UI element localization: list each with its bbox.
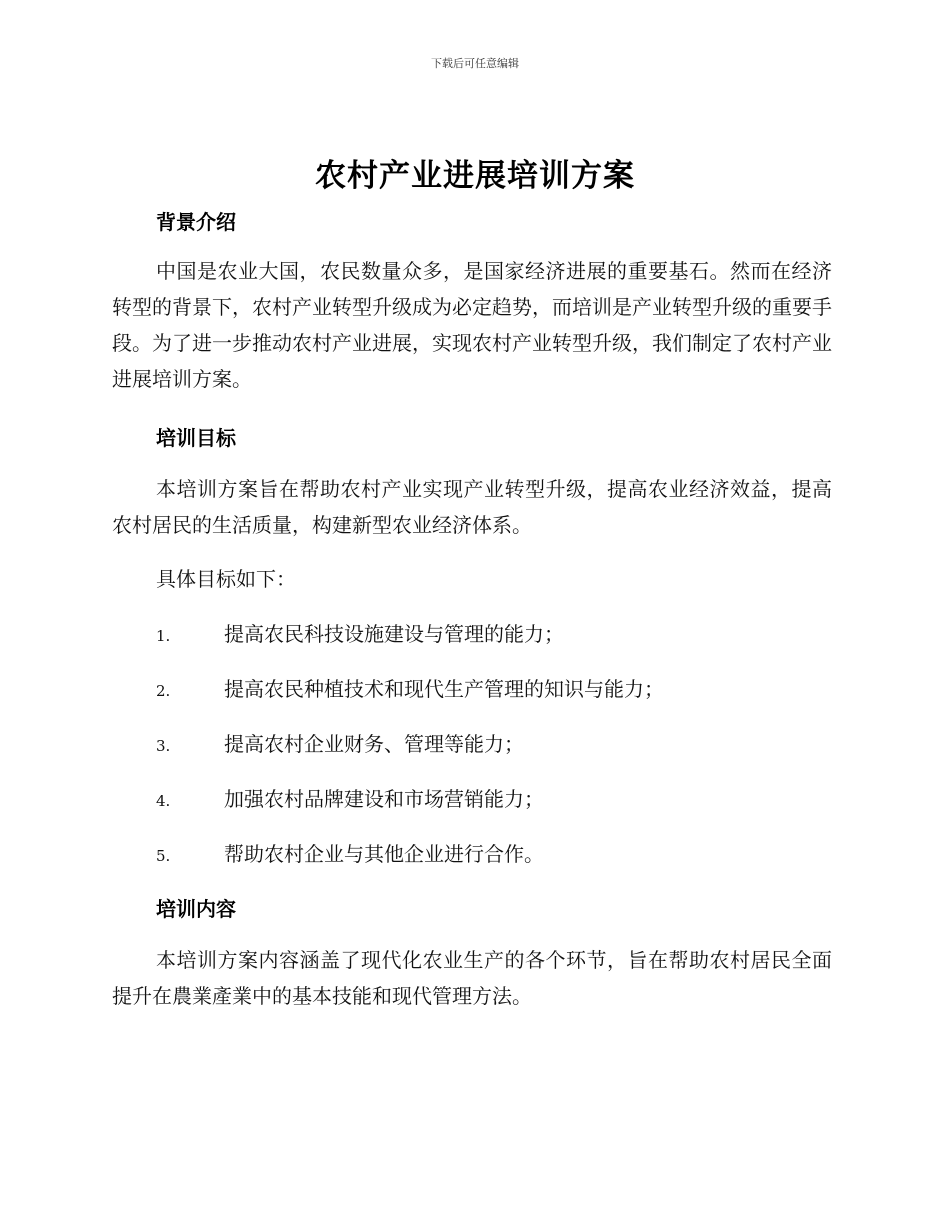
goals-intro: 具体目标如下：: [156, 567, 296, 591]
list-item: [112, 781, 832, 836]
list-item-text: 提高农民种植技术和现代生产管理的知识与能力；: [224, 677, 664, 701]
list-item: [112, 616, 832, 671]
section-heading-goals: 培训目标: [156, 426, 236, 450]
list-item-text: 提高农村企业财务、管理等能力；: [224, 732, 524, 756]
list-item-number: 3.: [156, 737, 171, 755]
list-item-text: 提高农民科技设施建设与管理的能力；: [224, 622, 564, 646]
content-paragraph: 本培训方案内容涵盖了现代化农业生产的各个环节，旨在帮助农村居民全面提升在農業產業中的基本技能和现代管理方法。: [112, 948, 832, 1008]
section-heading-background: 背景介绍: [156, 210, 236, 234]
list-item: [112, 726, 832, 781]
list-item-number: 2.: [156, 682, 171, 700]
list-item-text: 加强农村品牌建设和市场营销能力；: [224, 787, 544, 811]
list-item-text: 帮助农村企业与其他企业进行合作。: [224, 842, 544, 866]
document-title: 农村产业进展培训方案: [315, 158, 635, 194]
list-item: [112, 836, 832, 891]
list-item: [112, 671, 832, 726]
goals-paragraph: 本培训方案旨在帮助农村产业实现产业转型升级，提高农业经济效益，提高农村居民的生活质量，构建新型农业经济体系。: [112, 477, 832, 537]
section-heading-content: 培训内容: [156, 897, 236, 921]
list-item-number: 1.: [156, 627, 171, 645]
header-note: 下载后可任意编辑: [431, 57, 519, 70]
background-paragraph: 中国是农业大国，农民数量众多，是国家经济进展的重要基石。然而在经济转型的背景下，农村产业转型升级成为必定趋势，而培训是产业转型升级的重要手段。为了进一步推动农村产业进展，实现农村产业转型升级，我们制定了农村产业进展培训方案。: [112, 259, 832, 391]
document-body: [112, 200, 832, 1014]
goals-list: [112, 616, 832, 891]
list-item-number: 4.: [156, 792, 171, 810]
list-item-number: 5.: [156, 847, 171, 865]
